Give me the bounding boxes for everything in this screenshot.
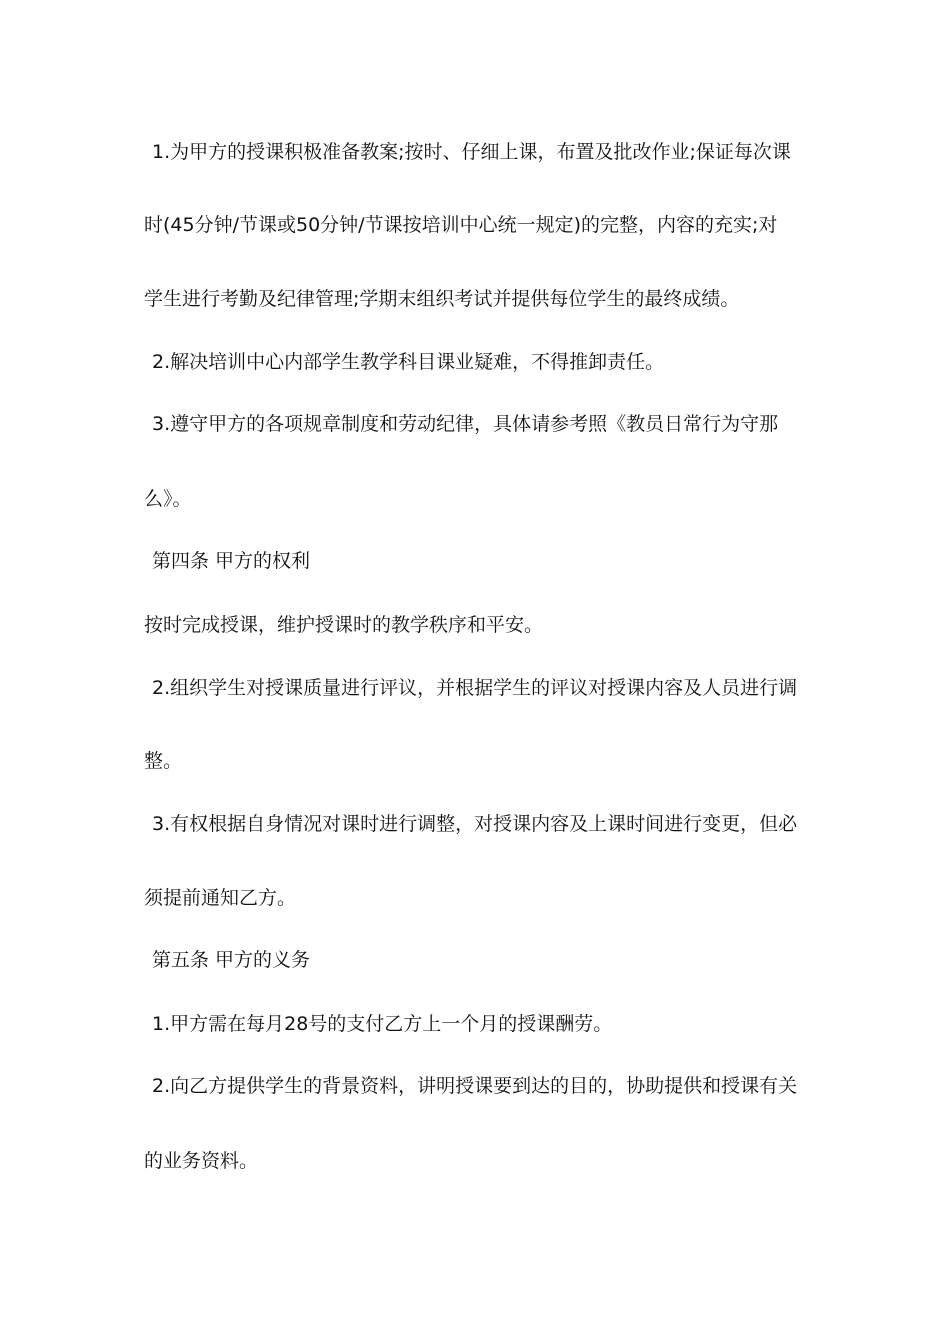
text-line: 须提前通知乙方。 [144,887,297,909]
text-line: 整。 [144,750,183,772]
text-line: 3.有权根据自身情况对课时进行调整，对授课内容及上课时间进行变更，但必 [152,813,798,835]
text-line: 1.为甲方的授课积极准备教案;按时、仔细上课，布置及批改作业;保证每次课 [152,141,791,163]
text-line: 3.遵守甲方的各项规章制度和劳动纪律，具体请参考照《教员日常行为守那 [152,413,779,435]
text-line: 2.向乙方提供学生的背景资料，讲明授课要到达的目的，协助提供和授课有关 [152,1075,798,1097]
text-line: 2.组织学生对授课质量进行评议，并根据学生的评议对授课内容及人员进行调 [152,677,798,699]
text-line: 时(45分钟/节课或50分钟/节课按培训中心统一规定)的完整，内容的充实;对 [144,214,778,236]
text-line: 2.解决培训中心内部学生教学科目课业疑难，不得推卸责任。 [152,351,665,373]
text-line: 按时完成授课，维护授课时的教学秩序和平安。 [144,614,544,636]
section-heading: 第五条 甲方的义务 [152,949,311,971]
section-heading: 第四条 甲方的权利 [152,550,311,572]
text-line: 么》。 [144,488,192,510]
text-line: 的业务资料。 [144,1150,259,1172]
text-line: 学生进行考勤及纪律管理;学期末组织考试并提供每位学生的最终成绩。 [144,288,740,310]
text-line: 1.甲方需在每月28号的支付乙方上一个月的授课酬劳。 [152,1013,613,1035]
